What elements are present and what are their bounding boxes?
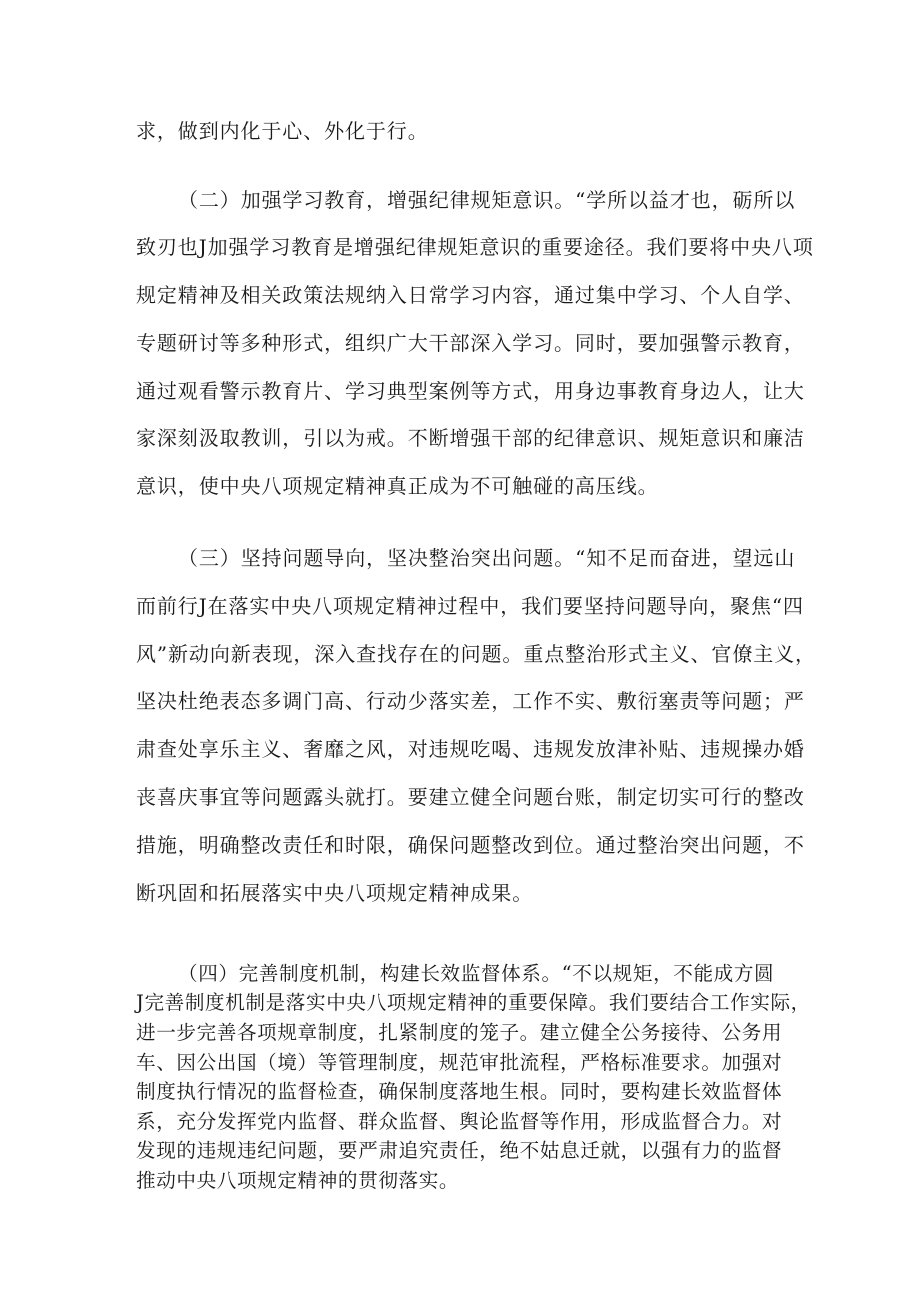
text-line: 而前行J在落实中央八项规定精神过程中，我们要坚持问题导向，聚焦“四 bbox=[136, 594, 804, 618]
text-line: 致刃也J加强学习教育是增强纪律规矩意识的重要途径。我们要将中央八项 bbox=[136, 235, 814, 259]
text-line: 坚决杜绝表态多调门高、行动少落实差，工作不实、敷衍塞责等问题；严 bbox=[136, 689, 805, 713]
text-line: 推动中央八项规定精神的贯彻落实。 bbox=[136, 1169, 460, 1192]
text-line: 意识，使中央八项规定精神真正成为不可触碰的高压线。 bbox=[136, 474, 659, 498]
text-line: 措施，明确整改责任和时限，确保问题整改到位。通过整治突出问题，不 bbox=[136, 833, 805, 857]
text-line: 断巩固和拓展落实中央八项规定精神成果。 bbox=[136, 881, 534, 905]
text-line: 通过观看警示教育片、学习典型案例等方式，用身边事教育身边人，让大 bbox=[136, 379, 805, 403]
text-line: 家深刻汲取教训，引以为戒。不断增强干部的纪律意识、规矩意识和廉洁 bbox=[136, 426, 805, 450]
text-line: （二）加强学习教育，增强纪律规矩意识。“学所以益才也，砺所以 bbox=[178, 188, 796, 212]
text-line: 发现的违规违纪问题，要严肃追究责任，绝不姑息迁就，以强有力的监督 bbox=[136, 1139, 783, 1162]
text-line: 进一步完善各项规章制度，扎紧制度的笼子。建立健全公务接待、公务用 bbox=[136, 1021, 783, 1044]
text-line: J完善制度机制是落实中央八项规定精神的重要保障。我们要结合工作实际， bbox=[136, 991, 811, 1014]
text-line: 车、因公出国（境）等管理制度，规范审批流程，严格标准要求。加强对 bbox=[136, 1051, 783, 1074]
text-line: 肃查处享乐主义、奢靡之风，对违规吃喝、违规发放津补贴、违规操办婚 bbox=[136, 737, 805, 761]
text-line: 制度执行情况的监督检查，确保制度落地生根。同时，要构建长效监督体 bbox=[136, 1080, 783, 1103]
text-line: 风”新动向新表现，深入查找存在的问题。重点整治形式主义、官僚主义， bbox=[136, 642, 816, 666]
text-line: 丧喜庆事宜等问题露头就打。要建立健全问题台账，制定切实可行的整改 bbox=[136, 785, 805, 809]
text-line: 求，做到内化于心、外化于行。 bbox=[136, 119, 429, 143]
text-line: 系，充分发挥党内监督、群众监督、舆论监督等作用，形成监督合力。对 bbox=[136, 1110, 783, 1133]
text-line: （四）完善制度机制，构建长效监督体系。“不以规矩，不能成方圆 bbox=[178, 962, 775, 985]
text-line: （三）坚持问题导向，坚决整治突出问题。“知不足而奋进，望远山 bbox=[178, 546, 796, 570]
text-line: 规定精神及相关政策法规纳入日常学习内容，通过集中学习、个人自学、 bbox=[136, 283, 805, 307]
text-line: 专题研讨等多种形式，组织广大干部深入学习。同时，要加强警示教育， bbox=[136, 331, 805, 355]
